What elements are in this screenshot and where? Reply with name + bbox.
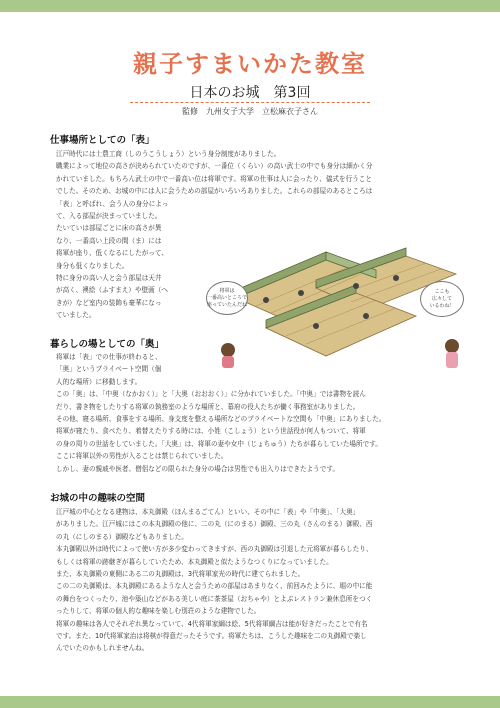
speech-bubble-left [206,281,248,315]
speech-bubble-right-text: ここも 広々して いるわね！ [429,288,455,309]
section-heading-hobby: お城の中の趣味の空間 [50,493,146,504]
supervision-credit: 監修 九州女子大学 立松麻衣子さん [182,107,318,116]
page-title: 親子すまいかた教室 [133,50,367,78]
section-body-hobby: 江戸城の中心となる建物は、本丸御殿（ほんまるごてん）といい、その中に「表」や「中奥」、「大奥」 がありました。江戸城にはこの本丸御殿の他に、二の丸（にのまる）御殿、三の丸（さんのまる）御殿、西 の丸（にしのまる）御殿などもありました。 本丸御殿以外は時代によって使い方が多少変わってきますが、西の丸御殿は引退した元将軍が暮らしたり、 もしくは将軍の跡継ぎが暮らしていたため、本丸御殿と似たようなつくりになっていました。 また、本丸御殿の東側にある二の丸御殿は、3代将軍家光の時代に建てられました。 この二の丸御殿は、本丸御殿にあるような人と会うための部屋はあまりなく、前回みたように、堀の中に能 の舞台をつくったり、池や築山などがある美しい庭に茶茶屋（おちゃや）とよぶレストラン兼休息所をつく ったりして、将軍の個人的な趣味を楽しむ別荘のような建物でした。 将軍の趣味は各人でそれぞれ異なっていて、4代将軍家綱は絵、5代将軍綱吉は能が好きだったことで有名 です。また、10代将軍家治は将棋が得意だったそうです。将軍たちは、こうした趣味を二の丸御殿で楽し んでいたのかもしれませんね。 [56,508,373,653]
speech-bubble-left-text: 将軍は 一番高いところで 座っていたんだね [207,287,248,308]
bottom-band [0,696,500,708]
section-body-oku: 将軍は「表」での仕事が終わると、 「奥」というプライベート空間（個 人的な場所）に移動します。 この「奥」は、「中奥（なかおく）」と「大奥（おおおく）」に分かれていました。「中奥」では書物を読ん だり、書き物をしたりする将軍の執務室のような場所と、幕府の役人たちが働く事務室がありました。 その他、寝る場所、食事をする場所、身支度を整える場所などのプライベートな空間も「中奥」にありました。 将軍が寝たり、食べたり、着替えたりする時には、小姓（こしょう）という世話役が何人もついて、将軍 の身の周りの世話をしていました。「大奥」は、将軍の妻や女中（じょちゅう）たちが暮らしていた場所です。 ここに将軍以外の男性が入ることは禁じられていました。 しかし、妻の親戚や医者、僧侶などの限られた身分の場合は男性でも出入りはできたようです。 [56,353,386,473]
speech-bubble-right [420,281,464,317]
section-heading-oku: 暮らしの場としての「奥」 [50,339,165,350]
top-band [0,0,500,12]
page-subtitle: 日本のお城 第3回 [189,85,311,101]
section-heading-omote: 仕事場所としての「表」 [50,135,155,146]
title-divider [130,102,370,103]
section-body-omote: 江戸時代には士農工商（しのうこうしょう）という身分制度がありました。 職業によって地位の高さが決められていたのですが、一番位（くらい）の高い武士の中でも身分は細かく分 かれていました。もちろん武士の中で一番高い位は将軍です。将軍の仕事は人に会ったり、儀式を行うこと でした。そのため、お城の中には人に会うための部屋がいろいろありました。これらの部屋のあるところは 「表」と呼ばれ、会う人の身分によっ て、入る部屋が決まっていました。 たいていは部屋ごとに床の高さが異 なり、一番高い上段の間（ま）には 将軍が座り、低くなるにしたがって、 身分も低くなりました。 特に身分の高い人と会う部屋は天井 が高く、襖絵（ふすまえ）や壁画（へ きが）など室内の装飾も豪華になっ ていました。 [56,150,373,320]
